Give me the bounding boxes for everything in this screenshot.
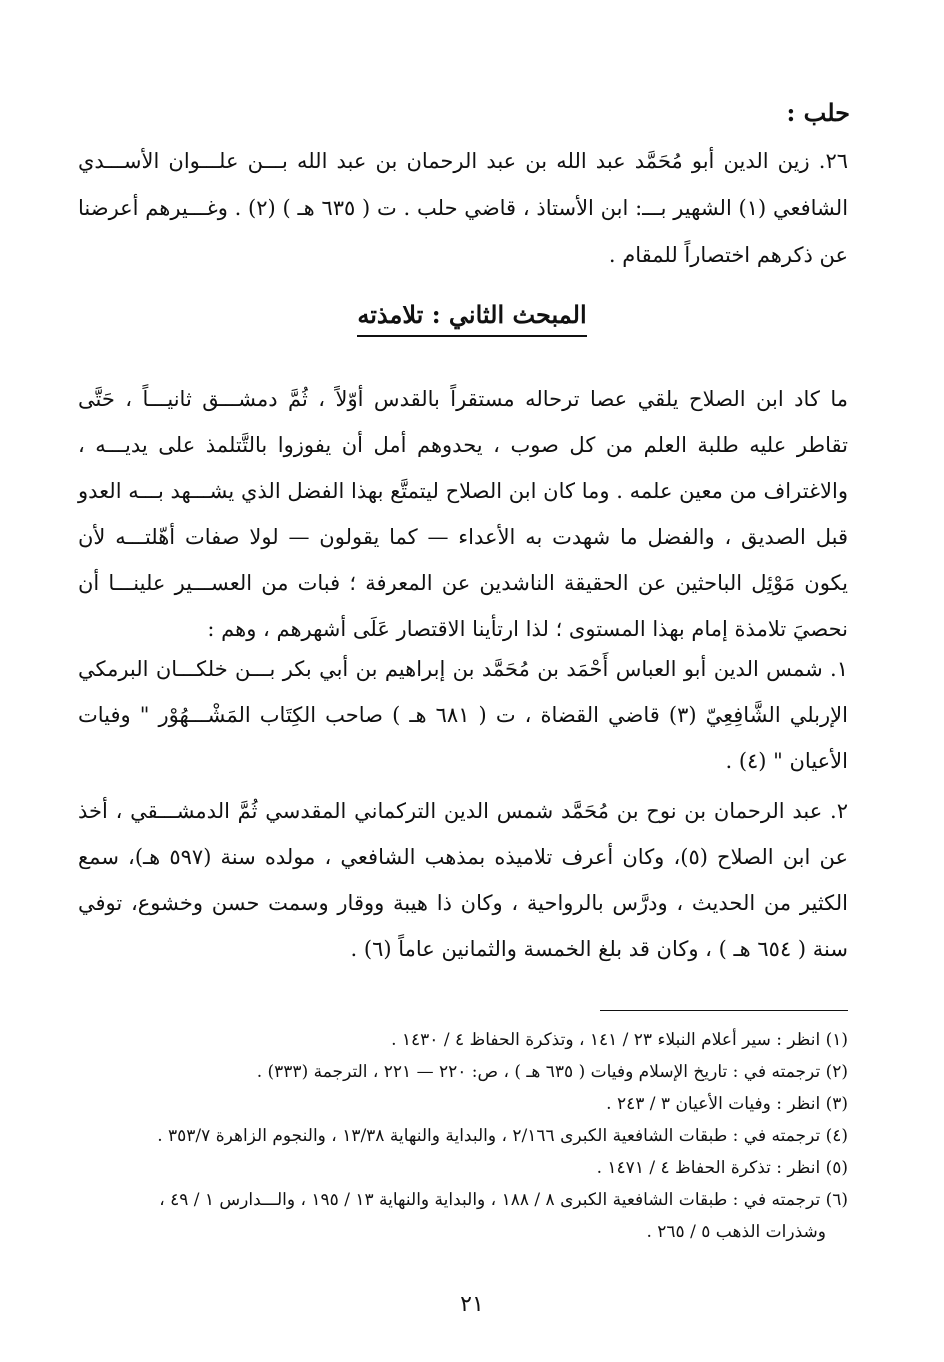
footnotes (78, 1024, 848, 1248)
section-label-halab: حلب : (786, 98, 850, 127)
chapter-heading-text: المبحث الثاني : تلامذته (357, 300, 586, 337)
student-entry-1: ١. شمس الدين أبو العباس أَحْمَد بن مُحَمَّد بن إبراهيم بن أبي بكر بـــن خلكـــان البرمكي الإربلي الشَّافِعِيّ (٣) قاضي القضاة ، ت ( ٦٨١ هـ ) صاحب الكِتَاب المَشْـــهُوْر " وفيات الأعيان " (٤) . (78, 657, 848, 773)
footnote-1: (١) انظر : سير أعلام النبلاء ٢٣ / ١٤١ ، وتذكرة الحفاظ ٤ / ١٤٣٠ . (391, 1030, 848, 1050)
footnote-3: (٣) انظر : وفيات الأعيان ٣ / ٢٤٣ . (606, 1094, 848, 1114)
footnote-5: (٥) انظر : تذكرة الحفاظ ٤ / ١٤٧١ . (596, 1158, 848, 1178)
footnote-6-continuation: وشذرات الذهب ٥ / ٢٦٥ . (646, 1222, 826, 1242)
chapter-heading (0, 300, 944, 329)
entry-26-paragraph: ٢٦. زين الدين أبو مُحَمَّد عبد الله بن عبد الرحمان بن عبد الله بـــن علـــوان الأســـدي الشافعي (١) الشهير بـــ: ابن الأستاذ ، قاضي حلب . ت ( ٦٣٥ هـ ) (٢) . وغـــيرهم أعرضنا عن ذكرهم اختصاراً للمقام . (78, 149, 849, 267)
footnote-6: (٦) ترجمته في : طبقات الشافعية الكبرى ٨ / ١٨٨ ، والبداية والنهاية ١٣ / ١٩٥ ، والـــدارس ١ / ٤٩ ، (159, 1190, 848, 1210)
footnote-2: (٢) ترجمته في : تاريخ الإسلام وفيات ( ٦٣٥ هـ ) ، ص: ٢٢٠ — ٢٢١ ، الترجمة (٣٣٣) . (256, 1062, 848, 1082)
page-number: ٢١ (460, 1292, 484, 1317)
footnote-divider (600, 1010, 848, 1011)
intro-paragraph: ما كاد ابن الصلاح يلقي عصا ترحاله مستقراً بالقدس أوّلاً ، ثُمَّ دمشـــق ثانيـــاً ، حَتَّى تقاطر عليه طلبة العلم من كل صوب ، يحدوهم أمل أن يفوزوا بالتَّتلمذ على يديـــه ، والاغتراف من معين علمه . وما كان ابن الصلاح ليتمتَّع بهذا الفضل الذي يشـــهد بـــه العدو قبل الصديق ، والفضل ما شهدت به الأعداء — كما يقولون — لولا صفات أهّلتـــه لأن يكون مَوْئِل الباحثين عن الحقيقة الناشدين عن المعرفة ؛ فبات من العســـير علينـــا أن نحصيَ تلامذة إمام بهذا المستوى ؛ لذا ارتأينا الاقتصار عَلَى أشهرهم ، وهم : (78, 387, 848, 641)
student-entry-2: ٢. عبد الرحمان بن نوح بن مُحَمَّد شمس الدين التركماني المقدسي ثُمَّ الدمشـــقي ، أخذ عن ابن الصلاح (٥)، وكان أعرف تلاميذه بمذهب الشافعي ، مولده سنة (٥٩٧ هـ)، سمع الكثير من الحديث ، ودرَّس بالرواحية ، وكان ذا هيبة ووقار وسمت حسن وخشوع، توفي سنة ( ٦٥٤ هـ ) ، وكان قد بلغ الخمسة والثمانين عاماً (٦) . (78, 799, 849, 961)
footnote-4: (٤) ترجمته في : طبقات الشافعية الكبرى ٢/١٦٦ ، والبداية والنهاية ١٣/٣٨ ، والنجوم الزاهرة ٣٥٣/٧ . (157, 1126, 848, 1146)
